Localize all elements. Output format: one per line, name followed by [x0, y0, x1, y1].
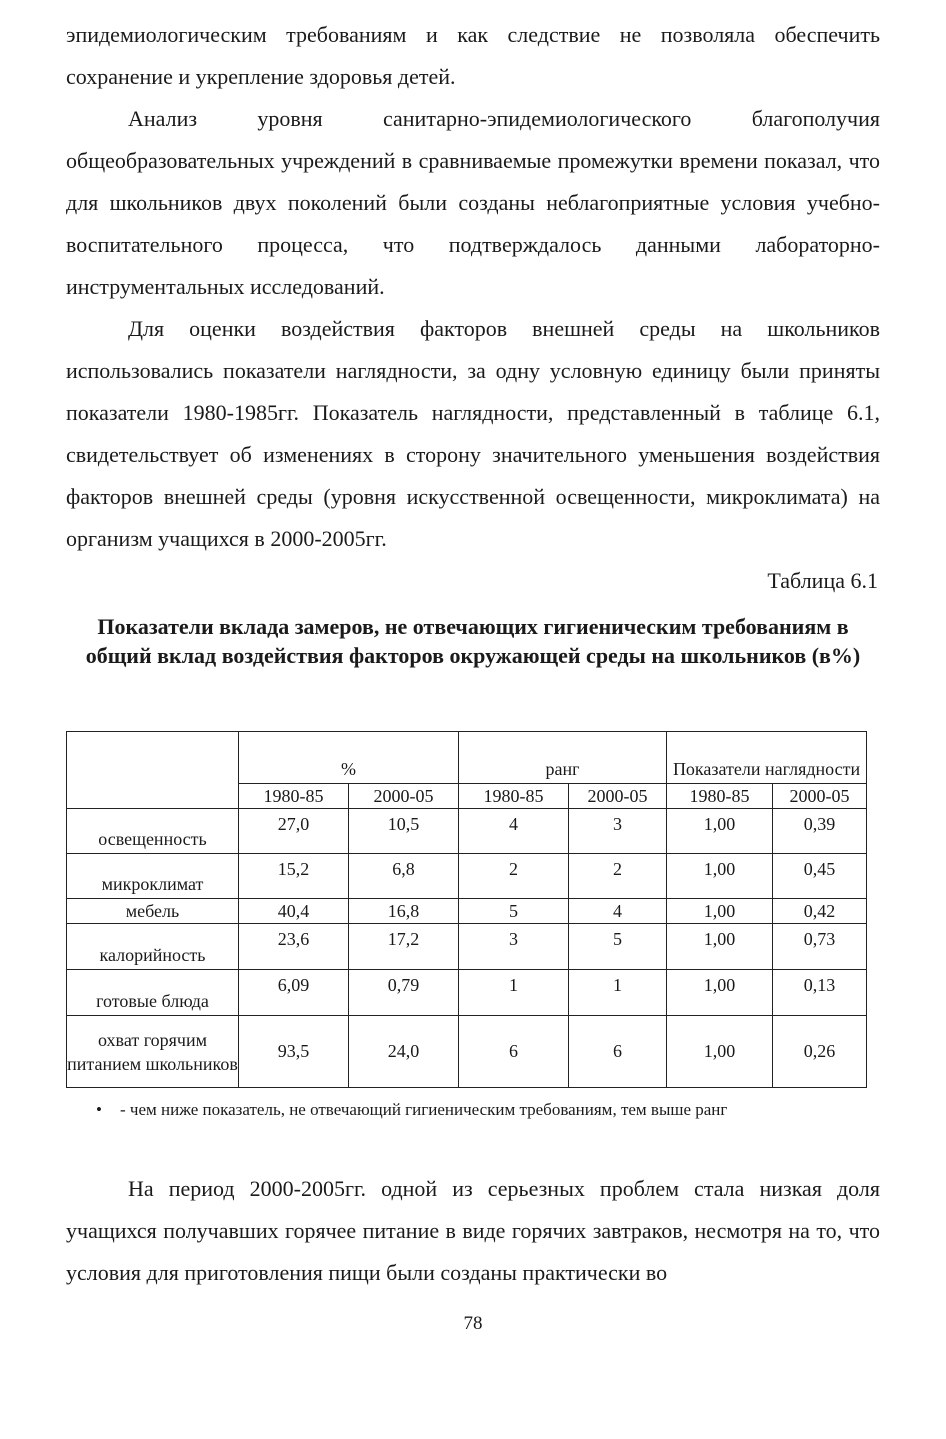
data-table: [66, 731, 867, 1088]
table-cell: 5: [459, 899, 569, 924]
row-label: калорийность: [67, 924, 239, 970]
table-row: [67, 970, 867, 1016]
header-empty-cell: [67, 732, 239, 809]
page-number: 78: [463, 1313, 483, 1334]
table-label: Таблица 6.1: [767, 568, 878, 593]
subheader-cell: 1980-85: [667, 784, 773, 809]
table-cell: 6: [459, 1016, 569, 1088]
paragraph-continuation: эпидемиологическим требованиям и как следствие не позволяла обеспечить сохранение и укрепление здоровья детей.: [66, 22, 880, 89]
row-label: охват горячим питанием школьников: [67, 1016, 239, 1088]
table-title: Показатели вклада замеров, не отвечающих гигиеническим требованиям в общий вклад воздействия факторов окружающей среды на школьников (в%): [85, 614, 861, 668]
paragraph-assessment: Для оценки воздействия факторов внешней среды на школьников использовались показатели наглядности, за одну условную единицу были приняты показатели 1980-1985гг. Показатель наглядности, представленный в таблице 6.1, свидетельствует об изменениях в сторону значительного уменьшения воздействия факторов внешней среды (уровня искусственной освещенности, микроклимата) на организм учащихся в 2000-2005гг.: [66, 316, 880, 551]
table-row: [67, 854, 867, 899]
table-cell: 4: [569, 899, 667, 924]
table-cell: 27,0: [239, 809, 349, 854]
table-cell: 6,09: [239, 970, 349, 1016]
table-cell: 1,00: [667, 899, 773, 924]
table-row: [67, 1016, 867, 1088]
subheader-cell: 2000-05: [569, 784, 667, 809]
table-row: [67, 899, 867, 924]
table-cell: 3: [569, 809, 667, 854]
table-cell: 0,73: [773, 924, 867, 970]
subheader-cell: 1980-85: [459, 784, 569, 809]
header-percent: %: [239, 732, 459, 784]
table-header-row: [67, 732, 867, 784]
table-cell: 1: [569, 970, 667, 1016]
table-footnote: [96, 1099, 886, 1121]
table-cell: 40,4: [239, 899, 349, 924]
table-cell: 0,26: [773, 1016, 867, 1088]
table-cell: 2: [569, 854, 667, 899]
table-cell: 1: [459, 970, 569, 1016]
row-label: освещенность: [67, 809, 239, 854]
paragraph-analysis: Анализ уровня санитарно-эпидемиологического благополучия общеобразовательных учреждений в сравниваемые промежутки времени показал, что для школьников двух поколений были созданы неблагоприятные условия учебно-воспитательного процесса, что подтверждалось данными лабораторно-инструментальных исследований.: [66, 106, 880, 299]
table-cell: 0,45: [773, 854, 867, 899]
table-cell: 17,2: [349, 924, 459, 970]
bullet-icon: •: [96, 1100, 102, 1119]
table-cell: 1,00: [667, 924, 773, 970]
table-cell: 1,00: [667, 854, 773, 899]
subheader-cell: 2000-05: [349, 784, 459, 809]
table-cell: 15,2: [239, 854, 349, 899]
subheader-cell: 1980-85: [239, 784, 349, 809]
table-cell: 0,79: [349, 970, 459, 1016]
row-label: микроклимат: [67, 854, 239, 899]
table-cell: 5: [569, 924, 667, 970]
header-visibility-indicators: Показатели наглядности: [667, 732, 867, 784]
table-cell: 0,13: [773, 970, 867, 1016]
table-cell: 6,8: [349, 854, 459, 899]
paragraph-hot-meals: На период 2000-2005гг. одной из серьезных проблем стала низкая доля учащихся получавших горячее питание в виде горячих завтраков, несмотря на то, что условия для приготовления пищи были созданы практически во: [66, 1176, 880, 1285]
row-label: мебель: [67, 899, 239, 924]
table-cell: 10,5: [349, 809, 459, 854]
row-label: готовые блюда: [67, 970, 239, 1016]
table-cell: 0,42: [773, 899, 867, 924]
table-cell: 16,8: [349, 899, 459, 924]
subheader-cell: 2000-05: [773, 784, 867, 809]
table-cell: 93,5: [239, 1016, 349, 1088]
table-cell: 4: [459, 809, 569, 854]
table-cell: 2: [459, 854, 569, 899]
table-cell: 24,0: [349, 1016, 459, 1088]
table-cell: 3: [459, 924, 569, 970]
table-cell: 6: [569, 1016, 667, 1088]
table-cell: 1,00: [667, 1016, 773, 1088]
table-row: [67, 924, 867, 970]
header-rank: ранг: [459, 732, 667, 784]
table-cell: 1,00: [667, 809, 773, 854]
footnote-text: - чем ниже показатель, не отвечающий гигиеническим требованиям, тем выше ранг: [120, 1100, 728, 1119]
table-cell: 23,6: [239, 924, 349, 970]
table-row: [67, 809, 867, 854]
table-cell: 1,00: [667, 970, 773, 1016]
table-cell: 0,39: [773, 809, 867, 854]
